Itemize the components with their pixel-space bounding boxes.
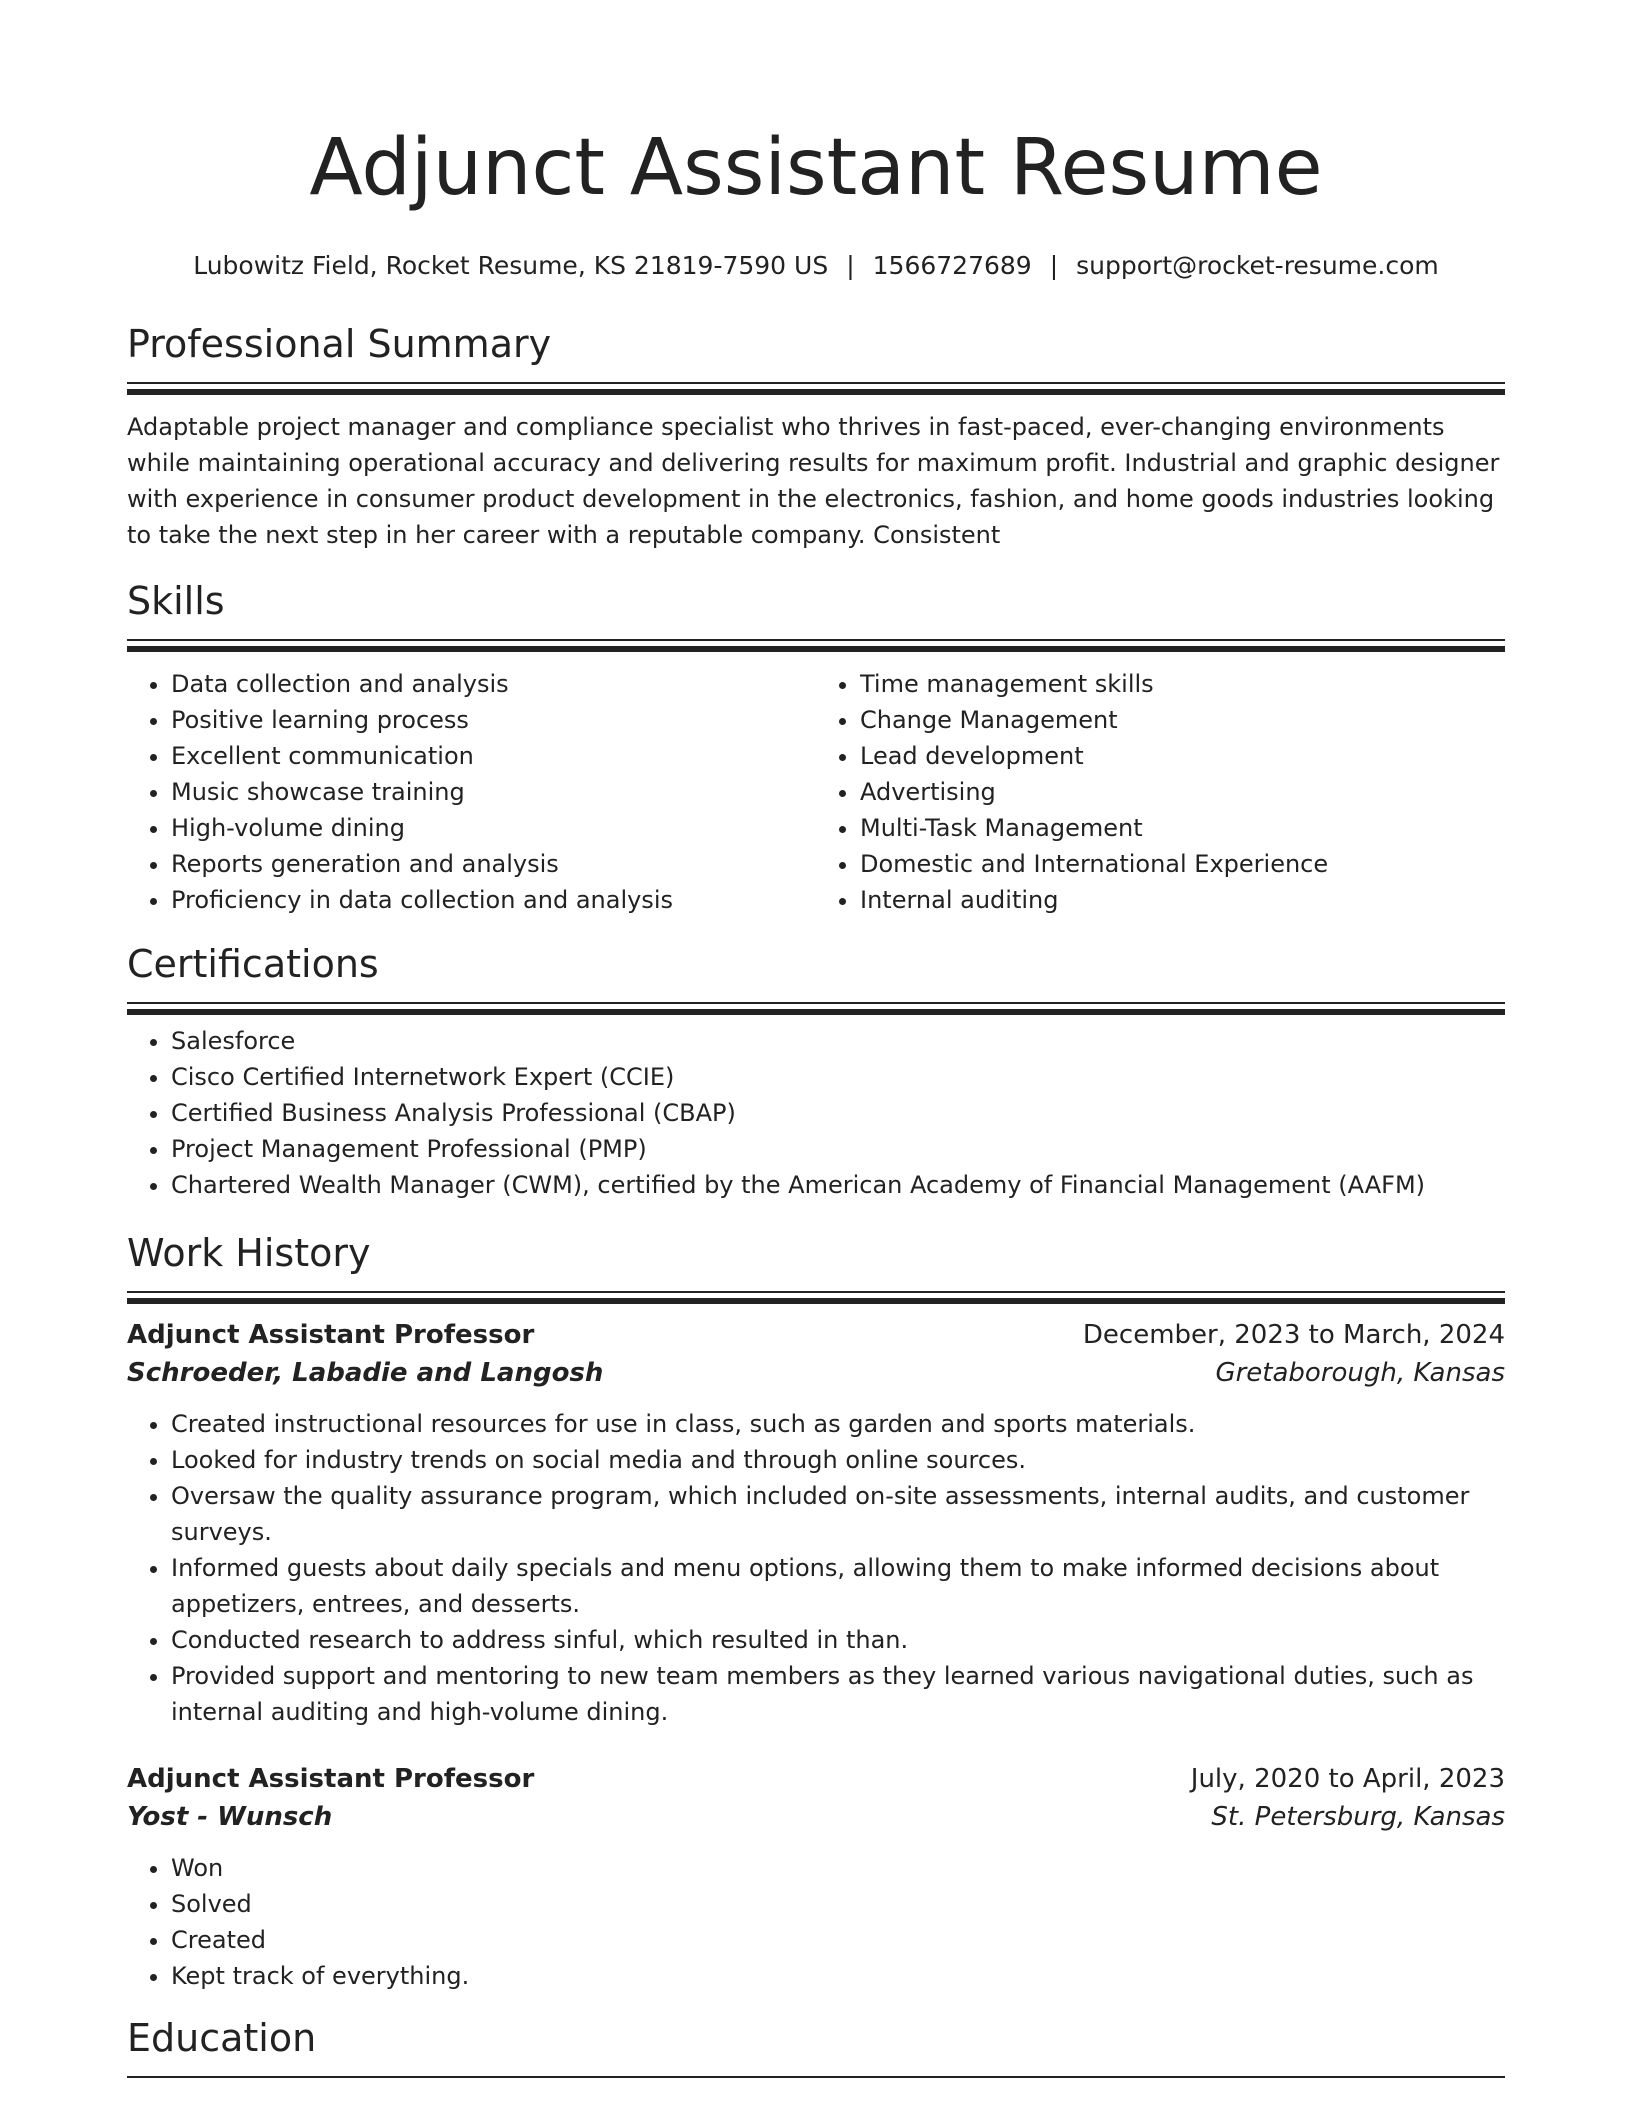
summary-text: Adaptable project manager and compliance specialist who thrives in fast-paced, ever-changing environments while maintaining operational accuracy and delivering results for maximum profit. Industrial and graphic designer with experience in consumer product development in the electronics, fashion, and home goods industries looking to take the next step in her career with a reputable company. Consistent xyxy=(127,413,1500,549)
job-subheader xyxy=(127,1354,1505,1392)
skills-columns xyxy=(127,652,1505,918)
job-entry xyxy=(127,1760,1505,1994)
contact-email[interactable]: support@rocket-resume.com xyxy=(1076,251,1439,280)
skill-item: • Time management skills xyxy=(860,666,1505,702)
skill-item: • Advertising xyxy=(860,774,1505,810)
section-divider xyxy=(127,639,1505,641)
certification-item: • Project Management Professional (PMP) xyxy=(171,1131,1505,1167)
job-bullet: • Created instructional resources for use in class, such as garden and sports materials. xyxy=(171,1406,1505,1442)
skill-item: • Excellent communication xyxy=(171,738,816,774)
skill-item: • Lead development xyxy=(860,738,1505,774)
job-bullet: • Looked for industry trends on social media and through online sources. xyxy=(171,1442,1505,1478)
contact-separator: | xyxy=(1049,251,1059,280)
job-role: Adjunct Assistant Professor xyxy=(127,1320,535,1350)
section-divider xyxy=(127,2076,1505,2078)
job-subheader xyxy=(127,1798,1505,1836)
job-header xyxy=(127,1316,1505,1354)
skill-item: • Internal auditing xyxy=(860,882,1505,918)
contact-phone: 1566727689 xyxy=(872,251,1032,280)
skill-item: • Data collection and analysis xyxy=(171,666,816,702)
skill-item: • Positive learning process xyxy=(171,702,816,738)
job-bullet: • Won xyxy=(171,1850,1505,1886)
skills-list-left xyxy=(127,666,816,918)
contact-separator: | xyxy=(846,251,855,280)
skills-section xyxy=(127,577,1505,918)
skill-item: • Music showcase training xyxy=(171,774,816,810)
job-bullet: • Kept track of everything. xyxy=(171,1958,1505,1994)
resume-title: Adjunct Assistant Resume xyxy=(309,123,1323,213)
skill-item: • Domestic and International Experience xyxy=(860,846,1505,882)
skill-item: • Change Management xyxy=(860,702,1505,738)
section-heading: Professional Summary xyxy=(127,322,552,366)
job-bullets xyxy=(127,1850,1505,1994)
job-bullet: • Created xyxy=(171,1922,1505,1958)
skills-list-right xyxy=(816,666,1505,918)
job-bullet: • Solved xyxy=(171,1886,1505,1922)
certifications-list xyxy=(127,1023,1505,1203)
section-divider xyxy=(127,1002,1505,1004)
section-heading: Skills xyxy=(127,579,225,623)
job-location: St. Petersburg, Kansas xyxy=(1211,1802,1505,1832)
section-divider xyxy=(127,1291,1505,1293)
job-company: Yost - Wunsch xyxy=(127,1802,333,1832)
job-bullet: • Provided support and mentoring to new team members as they learned various navigational duties, such as internal auditing and high-volume dining. xyxy=(171,1658,1505,1730)
certification-item: • Chartered Wealth Manager (CWM), certified by the American Academy of Financial Management (AAFM) xyxy=(171,1167,1505,1203)
contact-address: Lubowitz Field, Rocket Resume, KS 21819-7590 US xyxy=(193,251,829,280)
certification-item: • Certified Business Analysis Professional (CBAP) xyxy=(171,1095,1505,1131)
section-heading: Certifications xyxy=(127,942,379,986)
job-entry xyxy=(127,1316,1505,1730)
job-role: Adjunct Assistant Professor xyxy=(127,1764,535,1794)
certification-item: • Cisco Certified Internetwork Expert (CCIE) xyxy=(171,1059,1505,1095)
job-header xyxy=(127,1760,1505,1798)
section-heading: Education xyxy=(127,2016,317,2060)
certification-item: • Salesforce xyxy=(171,1023,1505,1059)
skill-item: • Multi-Task Management xyxy=(860,810,1505,846)
job-company: Schroeder, Labadie and Langosh xyxy=(127,1358,604,1388)
skill-item: • High-volume dining xyxy=(171,810,816,846)
section-divider xyxy=(127,1009,1505,1015)
section-divider xyxy=(127,1298,1505,1304)
section-divider xyxy=(127,382,1505,384)
certifications-section xyxy=(127,940,1505,1203)
summary-section xyxy=(127,320,1505,553)
job-bullets xyxy=(127,1406,1505,1730)
education-section xyxy=(127,2014,1505,2078)
skill-item: • Proficiency in data collection and analysis xyxy=(171,882,816,918)
job-dates: July, 2020 to April, 2023 xyxy=(1190,1764,1505,1794)
job-bullet: • Oversaw the quality assurance program, which included on-site assessments, internal audits, and customer surveys. xyxy=(171,1478,1505,1550)
section-divider xyxy=(127,389,1505,395)
skill-item: • Reports generation and analysis xyxy=(171,846,816,882)
section-heading: Work History xyxy=(127,1231,371,1275)
job-bullet: • Informed guests about daily specials and menu options, allowing them to make informed decisions about appetizers, entrees, and desserts. xyxy=(171,1550,1505,1622)
work-history-section xyxy=(127,1229,1505,1994)
job-location: Gretaborough, Kansas xyxy=(1215,1358,1505,1388)
job-dates: December, 2023 to March, 2024 xyxy=(1082,1320,1505,1350)
contact-line xyxy=(127,250,1505,282)
job-bullet: • Conducted research to address sinful, which resulted in than. xyxy=(171,1622,1505,1658)
